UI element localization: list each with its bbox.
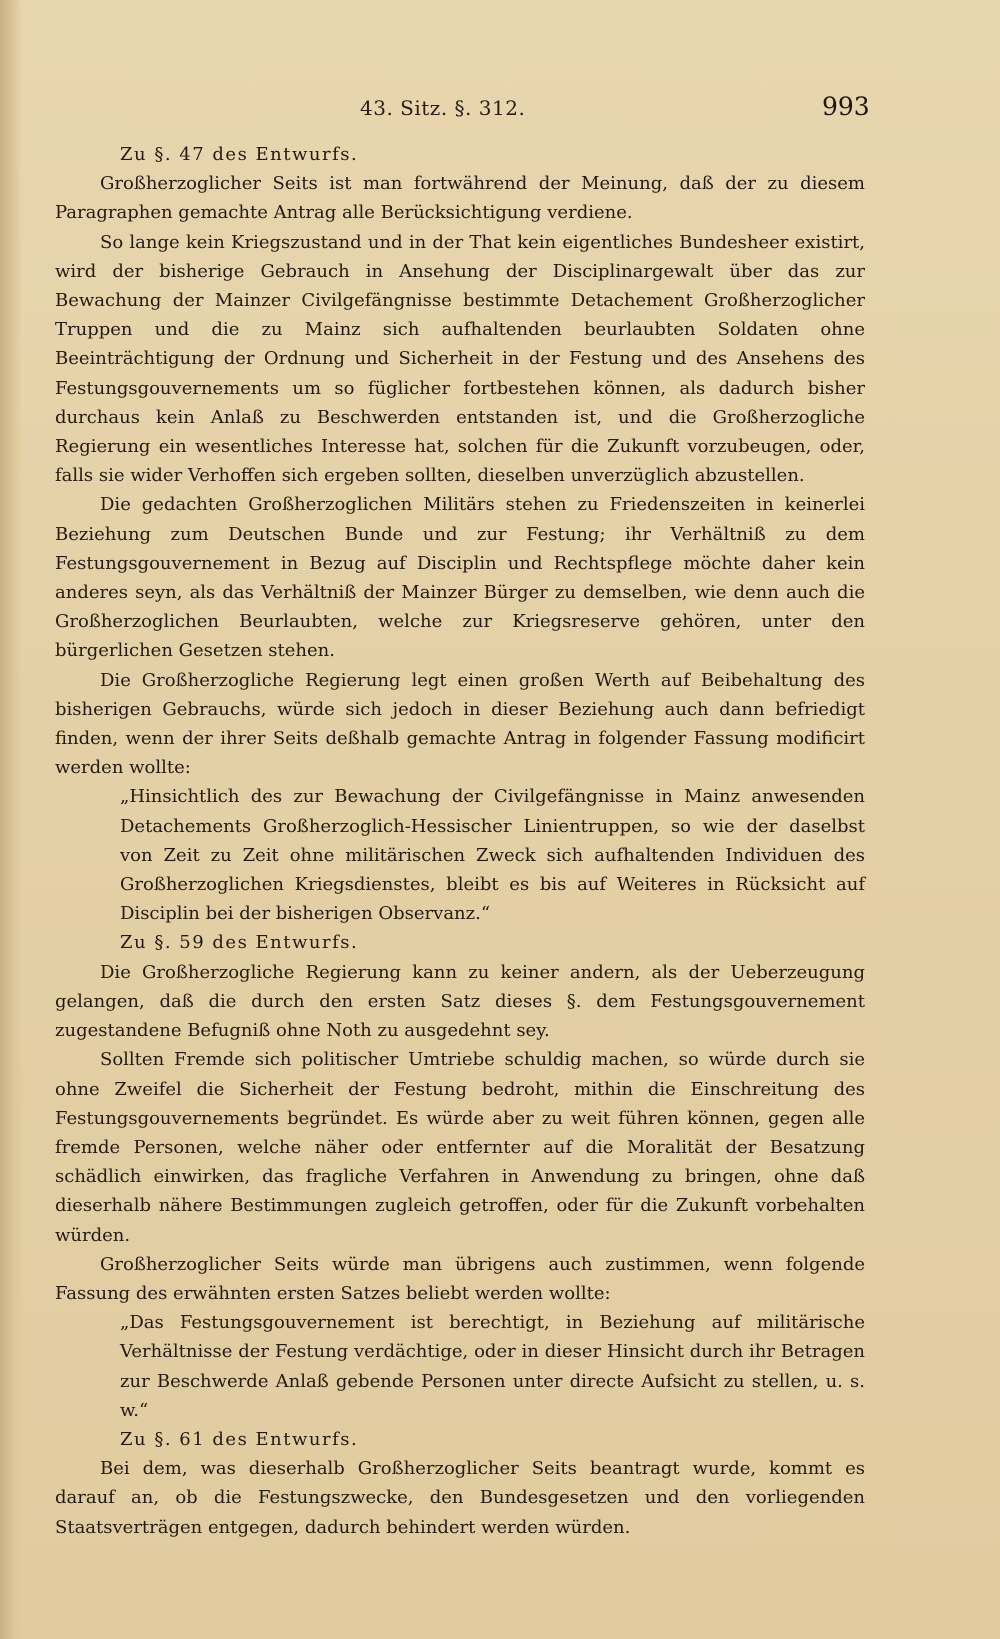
binding-edge [0, 0, 22, 1639]
section-paragraph-47 [55, 140, 865, 928]
paragraph: Sollten Fremde sich politischer Umtriebe schuldig machen, so würde durch sie ohne Zweifel die Sicherheit der Festung bedroht, mithin die Einschreitung des Festungsgouvernements begründet. Es würde aber zu weit führen können, gegen alle fremde Personen, welche näher oder entfernter auf die Moralität der Besatzung schädlich einwirken, das fragliche Verfahren in Anwendung zu bringen, ohne daß dieserhalb nähere Bestimmungen zugleich getroffen, oder für die Zukunft vorbehalten würden. [55, 1049, 865, 1246]
section-heading: Zu §. 61 des Entwurfs. [120, 1428, 359, 1450]
section-heading: Zu §. 59 des Entwurfs. [120, 932, 359, 954]
body-text [55, 140, 865, 1542]
paragraph: Die gedachten Großherzoglichen Militärs stehen zu Friedenszeiten in keinerlei Beziehung zum Deutschen Bunde und zur Festung; ihr Verhältniß zu dem Festungsgouvernement in Bezug auf Disciplin und Rechtspflege möchte daher kein anderes seyn, als das Verhältniß der Mainzer Bürger zu demselben, wie denn auch die Großherzoglichen Beurlaubten, welche zur Kriegsreserve gehören, unter den bürgerlichen Gesetzen stehen. [55, 494, 865, 662]
paragraph: Großherzoglicher Seits ist man fortwährend der Meinung, daß der zu diesem Paragraphen gemachte Antrag alle Berücksichtigung verdiene. [55, 173, 865, 224]
quoted-proposal: „Das Festungsgouvernement ist berechtigt, in Beziehung auf militärische Verhältnisse der Festung verdächtige, oder in dieser Hinsicht durch ihr Betragen zur Beschwerde Anlaß gebende Personen unter directe Aufsicht zu stellen, u. s. w.“ [120, 1312, 865, 1421]
quoted-proposal: „Hinsichtlich des zur Bewachung der Civilgefängnisse in Mainz anwesenden Detachements Großherzoglich-Hessischer Linientruppen, so wie der daselbst von Zeit zu Zeit ohne militärischen Zweck sich aufhaltenden Individuen des Großherzoglichen Kriegsdienstes, bleibt es bis auf Weiteres in Rücksicht auf Disciplin bei der bisherigen Observanz.“ [120, 786, 865, 925]
paragraph: Bei dem, was dieserhalb Großherzoglicher Seits beantragt wurde, kommt es darauf an, ob die Festungszwecke, den Bundesgesetzen und den vorliegenden Staatsverträgen entgegen, dadurch behindert werden würden. [55, 1458, 865, 1538]
paragraph: So lange kein Kriegszustand und in der That kein eigentliches Bundesheer existirt, wird der bisherige Gebrauch in Ansehung der Disciplinargewalt über das zur Bewachung der Mainzer Civilgefängnisse bestimmte Detachement Großherzoglicher Truppen und die zu Mainz sich aufhaltenden beurlaubten Soldaten ohne Beeinträchtigung der Ordnung und Sicherheit in der Festung und des Ansehens des Festungsgouvernements um so füglicher fortbestehen können, als dadurch bisher durchaus kein Anlaß zu Beschwerden entstanden ist, und die Großherzogliche Regierung ein wesentliches Interesse hat, solchen für die Zukunft vorzubeugen, oder, falls sie wider Verhoffen sich ergeben sollten, dieselben unverzüglich abzustellen. [55, 231, 865, 487]
section-paragraph-61 [55, 1425, 865, 1542]
running-head: 43. Sitz. §. 312. [360, 96, 526, 120]
paragraph: Die Großherzogliche Regierung legt einen großen Werth auf Beibehaltung des bisherigen Gebrauchs, würde sich jedoch in dieser Beziehung auch dann befriedigt finden, wenn der ihrer Seits deßhalb gemachte Antrag in folgender Fassung modificirt werden wollte: [55, 669, 865, 779]
page-header [0, 90, 1000, 130]
section-paragraph-59 [55, 928, 865, 1424]
page-number: 993 [822, 92, 870, 121]
paragraph: Die Großherzogliche Regierung kann zu keiner andern, als der Ueberzeugung gelangen, daß die durch den ersten Satz dieses §. dem Festungsgouvernement zugestandene Befugniß ohne Noth zu ausgedehnt sey. [55, 961, 865, 1042]
section-heading: Zu §. 47 des Entwurfs. [120, 144, 359, 165]
paragraph: Großherzoglicher Seits würde man übrigens auch zustimmen, wenn folgende Fassung des erwähnten ersten Satzes beliebt werden wollte: [55, 1253, 865, 1304]
